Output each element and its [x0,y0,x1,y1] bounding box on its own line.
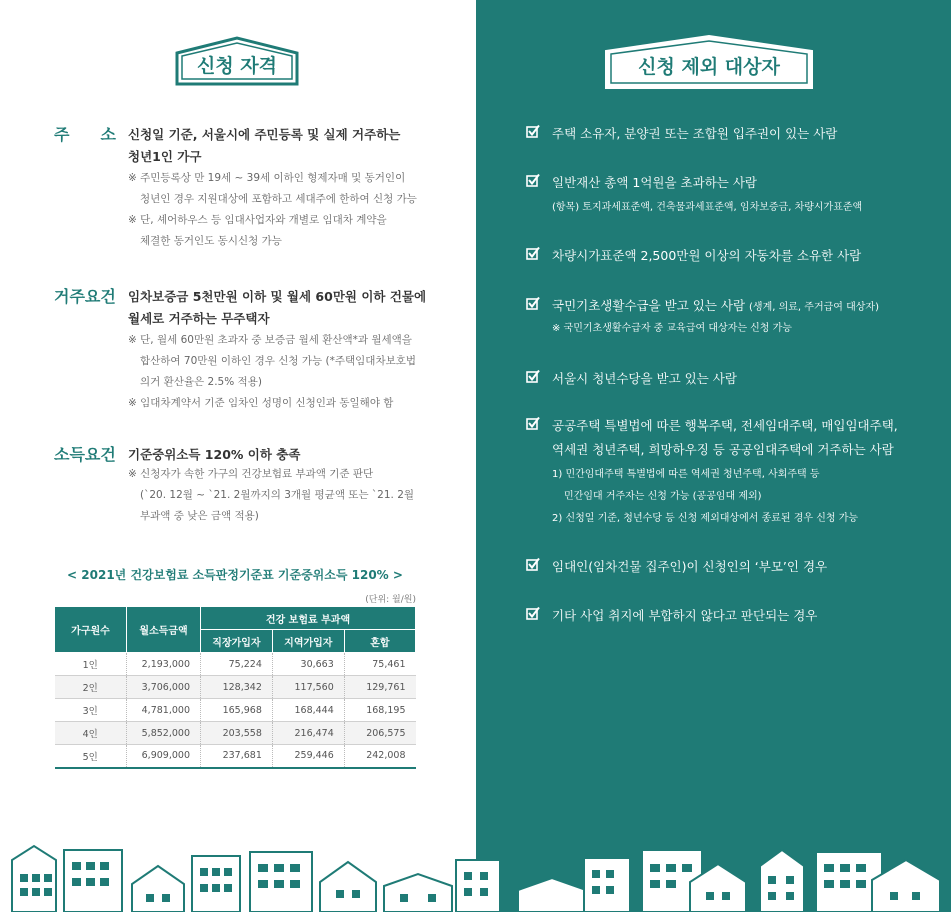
exclusion-item-8: 기타 사업 취지에 부합하지 않다고 판단되는 경우 [526,604,926,628]
header-household: 가구원수 [55,607,127,653]
header-income: 월소득금액 [127,607,201,653]
checkbox-checked-icon [526,606,540,620]
checkbox-checked-icon [526,246,540,260]
income-requirement [54,442,454,532]
exclusion-item-6: 공공주택 특별법에 따른 행복주택, 전세임대주택, 매입임대주택, 역세권 청년주택, 희망하우징 등 공공임대주택에 거주하는 사람 1) 민간임대주택 특별법에 따른 역세권 청년주택, 사회주택 등 민간임대 거주자는 신청 가능 (공공임대 제외) 2) 신청일 기준, 청년수당 등 신청 제외대상에서 종료된 경우 신청 가능 [526,414,926,530]
header-regional: 지역가입자 [272,630,344,653]
city-houses-illustration [0,840,951,912]
exclusion-item-1: 주택 소유자, 분양권 또는 조합원 입주권이 있는 사람 [526,122,926,146]
address-label: 주 소 [54,125,116,144]
exclusion-title-badge [603,34,815,90]
exclusion-item-2: 일반재산 총액 1억원을 초과하는 사람 (항목) 토지과세표준액, 건축물과세표준액, 임차보증금, 차량시가표준액 [526,171,926,221]
table-row: 1인 2,193,000 75,224 30,663 75,461 [55,653,416,676]
eligibility-title: 신청 자격 [196,55,278,77]
checkbox-checked-icon [526,416,540,430]
header-premium: 건강 보험료 부과액 [201,607,416,630]
income-table-unit: (단위: 월/원) [365,595,416,605]
residence-notes: ※ 단, 월세 60만원 초과자 중 보증금 월세 환산액*과 월세액을 합산하여 70만원 이하인 경우 신청 가능 (*주택임대차보호법 의거 환산율은 2.5% 적용) ※ 임대차계약서 기준 임차인 성명이 신청인과 동일해야 함 [128,334,417,409]
income-table-title: < 2021년 건강보험료 소득판정기준표 기준중위소득 120% > [67,568,403,582]
income-table [54,606,416,769]
checkbox-checked-icon [526,124,540,138]
checkbox-checked-icon [526,557,540,571]
header-mixed: 혼합 [344,630,415,653]
exclusion-item-4: 국민기초생활수급을 받고 있는 사람 (생계, 의료, 주거급여 대상자) ※ 국민기초생활수급자 중 교육급여 대상자는 신청 가능 [526,294,926,344]
address-notes: ※ 주민등록상 만 19세 ~ 39세 이하인 형제자매 및 동거인이 청년인 경우 지원대상에 포함하고 세대주에 한하여 신청 가능 ※ 단, 셰어하우스 등 임대사업자와 개별로 임대차 계약을 체결한 동거인도 동시신청 가능 [128,172,417,247]
residence-requirement [54,284,454,414]
exclusion-item-7: 임대인(임차건물 집주인)이 신청인의 ‘부모’인 경우 [526,555,926,579]
income-notes: ※ 신청자가 속한 가구의 건강보험료 부과액 기준 판단 (`20. 12월 ~ `21. 2월까지의 3개월 평균액 또는 `21. 2월 부과액 중 낮은 금액 적용) [128,468,415,522]
exclusion-item-5: 서울시 청년수당을 받고 있는 사람 [526,367,926,391]
exclusion-title: 신청 제외 대상자 [638,56,780,78]
residence-label: 거주요건 [54,287,116,306]
table-row: 3인 4,781,000 165,968 168,444 168,195 [55,699,416,722]
exclusion-item-3: 차량시가표준액 2,500만원 이상의 자동차를 소유한 사람 [526,244,926,268]
residence-main: 임차보증금 5천만원 이하 및 월세 60만원 이하 건물에 월세로 거주하는 무주택자 [128,289,427,326]
income-label: 소득요건 [54,445,116,464]
table-row: 2인 3,706,000 128,342 117,560 129,761 [55,676,416,699]
header-workplace: 직장가입자 [201,630,273,653]
table-row: 5인 6,909,000 237,681 259,446 242,008 [55,745,416,768]
address-requirement [54,122,454,247]
checkbox-checked-icon [526,296,540,310]
eligibility-title-badge [174,36,300,86]
address-main: 신청일 기준, 서울시에 주민등록 및 실제 거주하는 청년1인 가구 [128,127,401,164]
table-row: 4인 5,852,000 203,558 216,474 206,575 [55,722,416,745]
checkbox-checked-icon [526,369,540,383]
income-main: 기준중위소득 120% 이하 충족 [128,447,301,462]
checkbox-checked-icon [526,173,540,187]
